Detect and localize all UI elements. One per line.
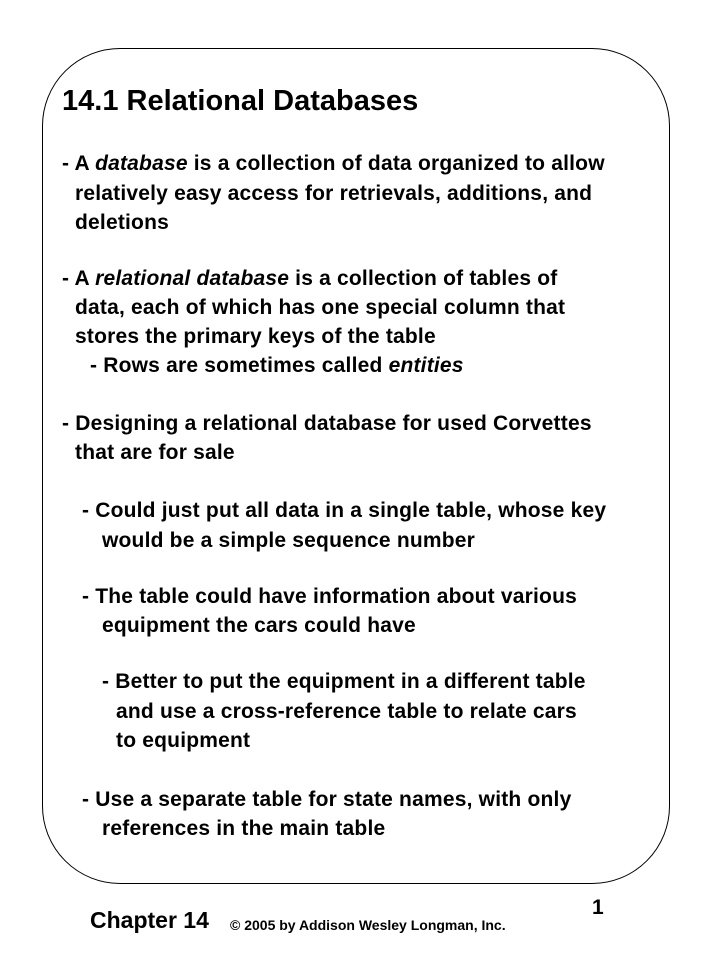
body-line: deletions [75, 211, 169, 234]
body-line: - Designing a relational database for used Corvettes [62, 412, 592, 435]
body-line: data, each of which has one special column that [75, 296, 566, 319]
body-line: - The table could have information about various [82, 585, 577, 608]
body-line: equipment the cars could have [102, 614, 416, 637]
footer-chapter: Chapter 14 [90, 907, 209, 933]
body-line: - Better to put the equipment in a different table [102, 670, 586, 693]
body-line: - A relational database is a collection of tables of [62, 267, 558, 290]
body-line: - Use a separate table for state names, with only [82, 788, 572, 811]
body-line: - Rows are sometimes called entities [90, 354, 464, 377]
body-line: that are for sale [75, 441, 235, 464]
body-line: - Could just put all data in a single table, whose key [82, 499, 607, 522]
slide-title: 14.1 Relational Databases [62, 85, 419, 117]
body-line: would be a simple sequence number [102, 529, 476, 552]
body-line: and use a cross-reference table to relate cars [116, 700, 577, 723]
body-line: - A database is a collection of data organized to allow [62, 152, 605, 175]
body-line: to equipment [116, 729, 251, 752]
footer-copyright: © 2005 by Addison Wesley Longman, Inc. [230, 917, 506, 933]
body-line: stores the primary keys of the table [75, 325, 436, 348]
page-number: 1 [592, 896, 604, 919]
body-line: references in the main table [102, 817, 386, 840]
body-line: relatively easy access for retrievals, additions, and [75, 182, 593, 205]
